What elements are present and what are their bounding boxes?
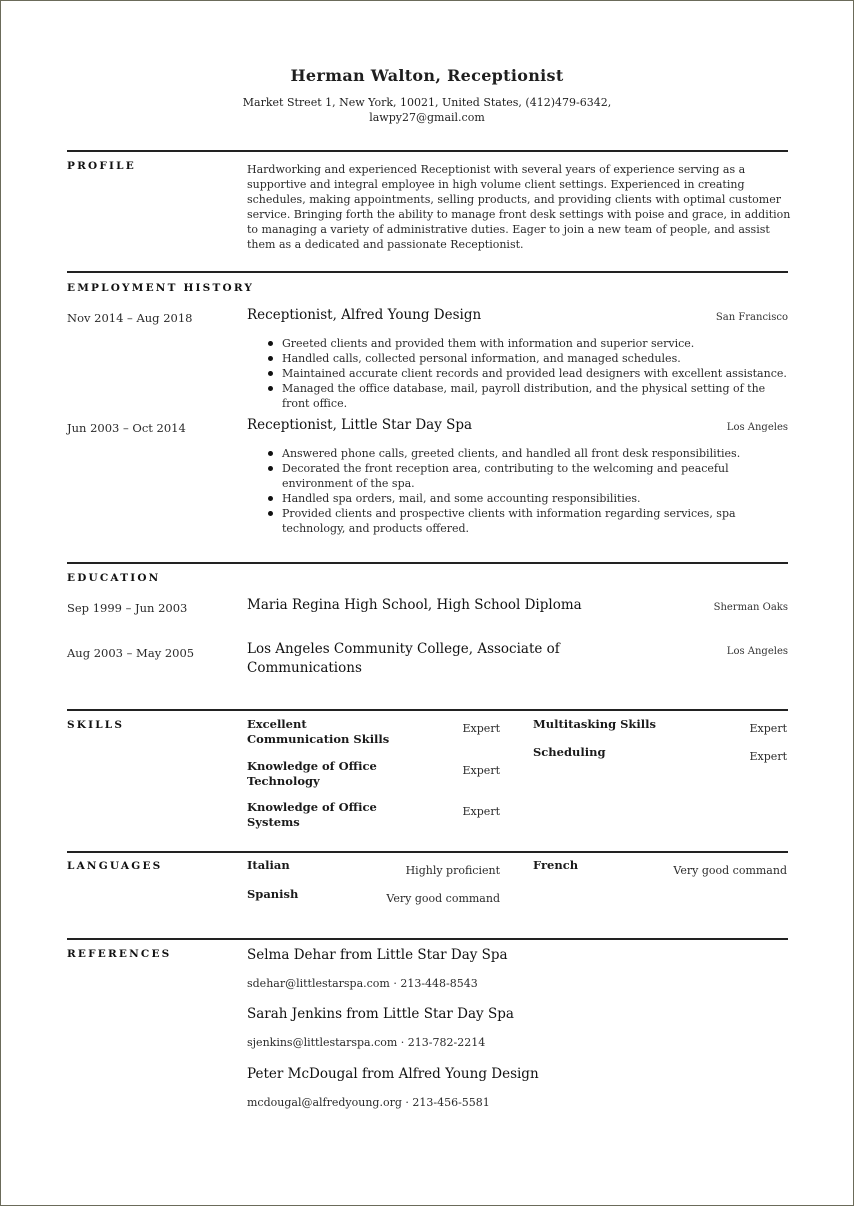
skill-level: Expert: [749, 750, 787, 763]
skill-name: Knowledge of Office Technology: [247, 759, 377, 788]
reference-name: Selma Dehar from Little Star Day Spa: [247, 947, 508, 963]
resume-name: Herman Walton, Receptionist: [290, 66, 564, 85]
job-title: Receptionist, Little Star Day Spa: [247, 417, 473, 433]
section-divider: [67, 271, 788, 273]
section-divider: [67, 709, 788, 711]
references-heading: REFERENCES: [67, 948, 172, 960]
list-item: Maintained accurate client records and provided lead designers with excellent assistance.: [247, 366, 792, 381]
education-dates: Sep 1999 – Jun 2003: [67, 601, 188, 615]
list-item: Decorated the front reception area, contributing to the welcoming and peaceful environment of the spa.: [247, 461, 792, 491]
job-title: Receptionist, Alfred Young Design: [247, 307, 482, 323]
language-level: Highly proficient: [405, 864, 500, 877]
education-title: Los Angeles Community College, Associate of: [247, 641, 560, 657]
job-dates: Jun 2003 – Oct 2014: [67, 421, 186, 435]
skill-name: Knowledge of Office Systems: [247, 800, 377, 829]
education-title-continued: Communications: [247, 660, 362, 676]
skill-level: Expert: [462, 805, 500, 818]
language-level: Very good command: [673, 864, 787, 877]
section-divider: [67, 851, 788, 853]
languages-heading: LANGUAGES: [67, 860, 163, 872]
language-level: Very good command: [386, 892, 500, 905]
list-item: Provided clients and prospective clients with information regarding services, spa technology, and products offered.: [247, 506, 792, 536]
section-divider: [67, 562, 788, 564]
list-item: Managed the office database, mail, payroll distribution, and the physical setting of the front office.: [247, 381, 792, 411]
reference-contact: sdehar@littlestarspa.com · 213-448-8543: [247, 977, 478, 990]
employment-heading: EMPLOYMENT HISTORY: [67, 282, 255, 294]
education-location: Sherman Oaks: [713, 602, 788, 613]
section-divider: [67, 938, 788, 940]
list-item: Answered phone calls, greeted clients, and handled all front desk responsibilities.: [247, 446, 792, 461]
skill-level: Expert: [749, 722, 787, 735]
list-item: Handled calls, collected personal information, and managed schedules.: [247, 351, 792, 366]
skill-name: Scheduling: [533, 745, 606, 759]
skill-level: Expert: [462, 722, 500, 735]
language-name: French: [533, 858, 579, 872]
skill-level: Expert: [462, 764, 500, 777]
skills-heading: SKILLS: [67, 719, 125, 731]
education-heading: EDUCATION: [67, 572, 161, 584]
contact-email: lawpy27@gmail.com: [369, 111, 485, 124]
language-name: Spanish: [247, 887, 299, 901]
skill-name: Excellent Communication Skills: [247, 717, 390, 746]
education-title: Maria Regina High School, High School Diploma: [247, 597, 582, 613]
reference-name: Sarah Jenkins from Little Star Day Spa: [247, 1006, 514, 1022]
language-name: Italian: [247, 858, 290, 872]
job-bullets: [247, 336, 792, 411]
profile-heading: PROFILE: [67, 160, 136, 172]
skill-name: Multitasking Skills: [533, 717, 656, 731]
job-location: San Francisco: [715, 312, 788, 323]
job-dates: Nov 2014 – Aug 2018: [67, 311, 193, 325]
list-item: Handled spa orders, mail, and some accounting responsibilities.: [247, 491, 792, 506]
education-dates: Aug 2003 – May 2005: [67, 646, 195, 660]
contact-address: Market Street 1, New York, 10021, United States, (412)479-6342,: [242, 96, 612, 109]
job-location: Los Angeles: [726, 422, 788, 433]
section-divider: [67, 150, 788, 152]
profile-text: Hardworking and experienced Receptionist with several years of experience serving as a supportive and integral employee in high volume client settings. Experienced in creating schedules, making appointments, selling products, and providing clients with optimal customer service. Bringing forth the ability to manage front desk settings with poise and grace, in addition to managing a variety of administrative duties. Eager to join a new team of people, and assist them as a dedicated and passionate Receptionist.: [247, 163, 791, 251]
reference-contact: mcdougal@alfredyoung.org · 213-456-5581: [247, 1096, 490, 1109]
job-bullets: [247, 446, 792, 536]
education-location: Los Angeles: [726, 646, 788, 657]
list-item: Greeted clients and provided them with information and superior service.: [247, 336, 792, 351]
reference-contact: sjenkins@littlestarspa.com · 213-782-2214: [247, 1036, 486, 1049]
reference-name: Peter McDougal from Alfred Young Design: [247, 1066, 539, 1082]
